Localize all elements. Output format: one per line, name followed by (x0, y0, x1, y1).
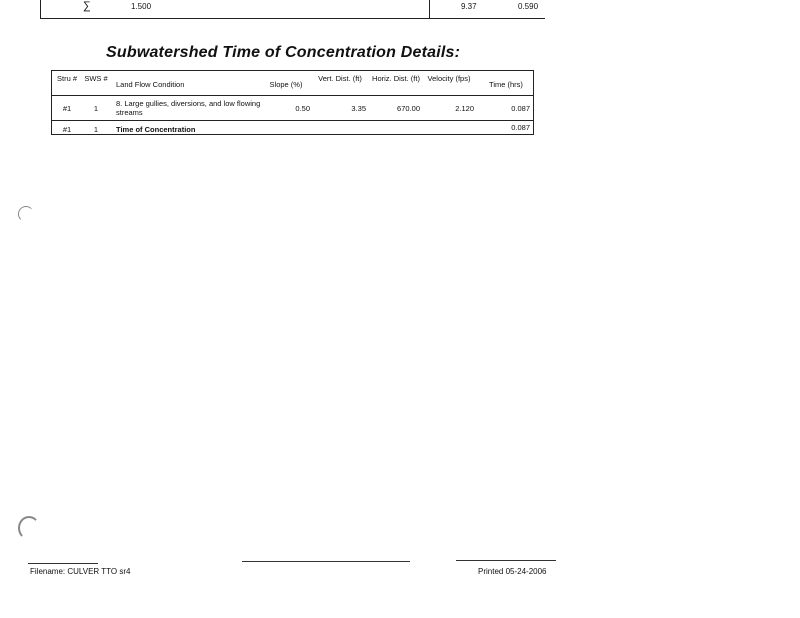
footer-rule-left (28, 563, 98, 564)
header-horiz: Horiz. Dist. (ft) (372, 74, 420, 83)
summary-area: 1.500 (131, 2, 152, 11)
total-time: 0.087 (511, 123, 530, 132)
footer-rule-middle (242, 561, 410, 562)
section-title: Subwatershed Time of Concentration Details: (106, 44, 461, 61)
row-horiz: 670.00 (397, 104, 420, 113)
row-velocity: 2.120 (455, 104, 474, 113)
row-time: 0.087 (511, 104, 530, 113)
header-land-flow: Land Flow Condition (116, 80, 185, 89)
row-land-flow: 8. Large gullies, diversions, and low flowing streams (116, 99, 261, 117)
scan-mark (18, 206, 34, 222)
header-sws: SWS # (84, 74, 108, 83)
total-rule (52, 120, 533, 121)
total-label: Time of Concentration (116, 125, 196, 134)
summary-row (40, 0, 545, 19)
header-rule (52, 95, 533, 96)
summary-value-1: 9.37 (461, 2, 477, 11)
footer-rule-right (456, 560, 556, 561)
header-stru: Stru # (56, 74, 77, 83)
row-slope: 0.50 (295, 104, 310, 113)
row-sws: 1 (93, 104, 99, 113)
summary-value-2: 0.590 (518, 2, 539, 11)
total-stru: #1 (62, 125, 72, 134)
header-time: Time (hrs) (489, 80, 523, 89)
footer-printed-date: Printed 05-24-2006 (478, 567, 547, 576)
sigma-symbol: ∑ (83, 0, 91, 12)
tc-table (51, 70, 534, 135)
scan-mark (18, 516, 40, 540)
row-stru: #1 (62, 104, 72, 113)
column-divider (429, 0, 430, 18)
header-velocity: Velocity (fps) (427, 74, 471, 83)
row-vert: 3.35 (351, 104, 366, 113)
footer-filename: Filename: CULVER TTO sr4 (30, 567, 131, 576)
header-slope: Slope (%) (269, 80, 303, 89)
total-sws: 1 (93, 125, 99, 134)
header-vert: Vert. Dist. (ft) (318, 74, 362, 83)
